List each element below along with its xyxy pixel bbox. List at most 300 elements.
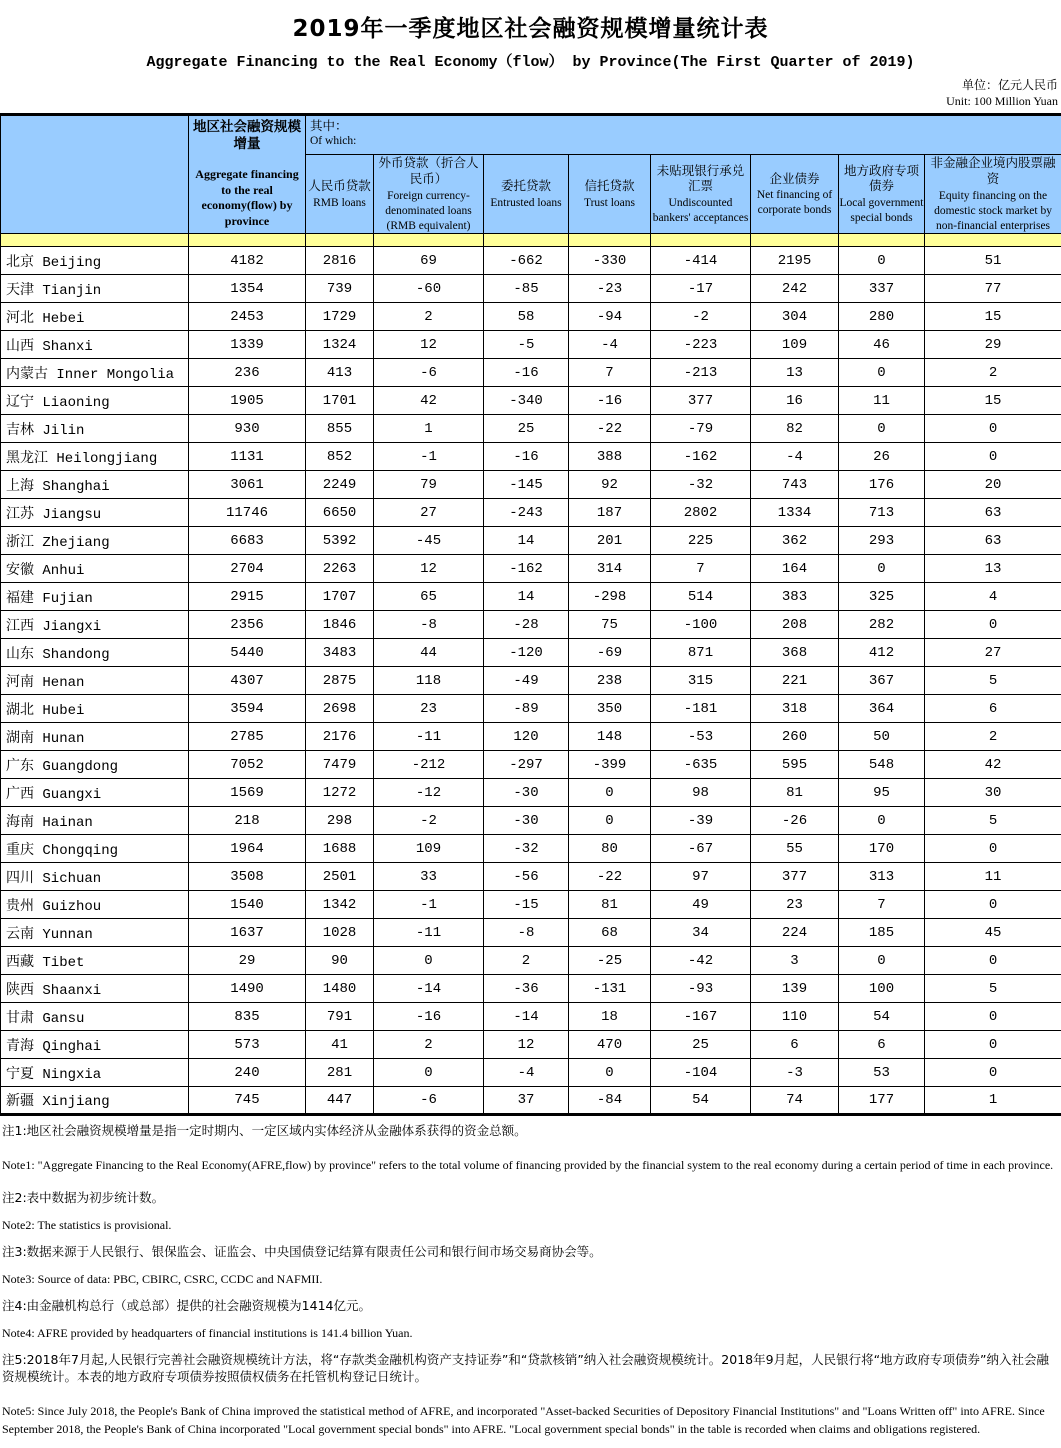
value-cell: 2816 <box>306 247 374 275</box>
value-cell: -4 <box>569 331 651 359</box>
value-cell: -45 <box>374 527 484 555</box>
table-row <box>1 527 1061 555</box>
value-cell: -162 <box>484 555 569 583</box>
value-cell: 368 <box>751 639 839 667</box>
value-cell: 27 <box>925 639 1061 667</box>
table-row <box>1 863 1061 891</box>
value-cell: 176 <box>839 471 925 499</box>
value-cell: 2249 <box>306 471 374 499</box>
value-cell: 68 <box>569 919 651 947</box>
value-cell: 1707 <box>306 583 374 611</box>
value-cell: 3483 <box>306 639 374 667</box>
value-cell: -11 <box>374 919 484 947</box>
table-row <box>1 611 1061 639</box>
column-header-en: Foreign currency-denominated loans (RMB equivalent) <box>374 189 483 234</box>
province-cell: 天津 Tianjin <box>1 275 189 303</box>
value-cell: 20 <box>925 471 1061 499</box>
page-title: 2019年一季度地区社会融资规模增量统计表 <box>0 10 1061 43</box>
value-cell: 1354 <box>189 275 306 303</box>
table-row <box>1 387 1061 415</box>
value-cell: 2195 <box>751 247 839 275</box>
column-header-trust-loans <box>569 155 651 234</box>
separator-band <box>1 234 1061 247</box>
value-cell: 75 <box>569 611 651 639</box>
value-cell: 304 <box>751 303 839 331</box>
value-cell: -6 <box>374 1087 484 1115</box>
province-cell: 陕西 Shaanxi <box>1 975 189 1003</box>
value-cell: -8 <box>484 919 569 947</box>
column-header-equity-financing <box>925 155 1061 234</box>
value-cell: 5 <box>925 975 1061 1003</box>
value-cell: 0 <box>925 947 1061 975</box>
value-cell: 743 <box>751 471 839 499</box>
value-cell: 2698 <box>306 695 374 723</box>
column-header-foreign-currency-loans <box>374 155 484 234</box>
value-cell: -84 <box>569 1087 651 1115</box>
value-cell: 1688 <box>306 835 374 863</box>
value-cell: 2501 <box>306 863 374 891</box>
table-body <box>1 247 1061 1115</box>
value-cell: 1490 <box>189 975 306 1003</box>
value-cell: 7479 <box>306 751 374 779</box>
value-cell: -17 <box>651 275 751 303</box>
table-row <box>1 247 1061 275</box>
value-cell: -32 <box>484 835 569 863</box>
table-row <box>1 1059 1061 1087</box>
value-cell: 5 <box>925 667 1061 695</box>
table-row <box>1 555 1061 583</box>
value-cell: -22 <box>569 415 651 443</box>
value-cell: -14 <box>374 975 484 1003</box>
value-cell: 120 <box>484 723 569 751</box>
value-cell: 118 <box>374 667 484 695</box>
table-row <box>1 471 1061 499</box>
value-cell: 377 <box>651 387 751 415</box>
column-header-cn: 人民币贷款 <box>306 178 373 194</box>
column-header-cn: 信托贷款 <box>569 178 650 194</box>
table-row <box>1 695 1061 723</box>
column-header-cn: 企业债券 <box>751 171 838 187</box>
table-row <box>1 359 1061 387</box>
value-cell: 260 <box>751 723 839 751</box>
value-cell: -298 <box>569 583 651 611</box>
table-row <box>1 751 1061 779</box>
value-cell: -5 <box>484 331 569 359</box>
value-cell: 51 <box>925 247 1061 275</box>
province-cell: 河北 Hebei <box>1 303 189 331</box>
notes-section <box>0 1123 1061 1437</box>
value-cell: -399 <box>569 751 651 779</box>
value-cell: -8 <box>374 611 484 639</box>
value-cell: 1846 <box>306 611 374 639</box>
value-cell: 11 <box>925 863 1061 891</box>
value-cell: 208 <box>751 611 839 639</box>
value-cell: 0 <box>925 1059 1061 1087</box>
value-cell: -85 <box>484 275 569 303</box>
value-cell: 218 <box>189 807 306 835</box>
value-cell: 45 <box>925 919 1061 947</box>
note-3-en: Note3: Source of data: PBC, CBIRC, CSRC, CCDC and NAFMII. <box>2 1270 1059 1288</box>
value-cell: 25 <box>484 415 569 443</box>
column-header-local-gov-special-bonds <box>839 155 925 234</box>
column-header-undiscounted-acceptances <box>651 155 751 234</box>
province-cell: 四川 Sichuan <box>1 863 189 891</box>
province-cell: 青海 Qinghai <box>1 1031 189 1059</box>
unit-label-cn: 单位：亿元人民币 <box>0 77 1058 93</box>
value-cell: 30 <box>925 779 1061 807</box>
value-cell: -212 <box>374 751 484 779</box>
column-header-aggregate <box>189 115 306 234</box>
value-cell: 7 <box>839 891 925 919</box>
value-cell: 50 <box>839 723 925 751</box>
value-cell: 855 <box>306 415 374 443</box>
column-header-cn: 非金融企业境内股票融资 <box>925 155 1061 186</box>
value-cell: -32 <box>651 471 751 499</box>
value-cell: -213 <box>651 359 751 387</box>
value-cell: 27 <box>374 499 484 527</box>
value-cell: 1905 <box>189 387 306 415</box>
value-cell: 25 <box>651 1031 751 1059</box>
value-cell: 92 <box>569 471 651 499</box>
value-cell: -67 <box>651 835 751 863</box>
value-cell: 1272 <box>306 779 374 807</box>
value-cell: 0 <box>925 1003 1061 1031</box>
value-cell: 41 <box>306 1031 374 1059</box>
value-cell: -120 <box>484 639 569 667</box>
value-cell: 0 <box>374 947 484 975</box>
value-cell: 1637 <box>189 919 306 947</box>
province-cell: 福建 Fujian <box>1 583 189 611</box>
value-cell: 4 <box>925 583 1061 611</box>
value-cell: 2356 <box>189 611 306 639</box>
value-cell: 23 <box>751 891 839 919</box>
value-cell: 1964 <box>189 835 306 863</box>
column-header-en: RMB loans <box>306 196 373 211</box>
note-5-cn: 注5:2018年7月起,人民银行完善社会融资规模统计方法，将“存款类金融机构资产支持证券”和“贷款核销”纳入社会融资规模统计。2018年9月起，人民银行将“地方政府专项债券”纳入社会融资规模统计。本表的地方政府专项债券按照债权债务在托管机构登记日统计。 <box>2 1352 1059 1386</box>
value-cell: 110 <box>751 1003 839 1031</box>
value-cell: 2 <box>484 947 569 975</box>
table-row <box>1 443 1061 471</box>
province-cell: 黑龙江 Heilongjiang <box>1 443 189 471</box>
value-cell: 1540 <box>189 891 306 919</box>
value-cell: 313 <box>839 863 925 891</box>
province-cell: 河南 Henan <box>1 667 189 695</box>
value-cell: -330 <box>569 247 651 275</box>
value-cell: -56 <box>484 863 569 891</box>
value-cell: -30 <box>484 779 569 807</box>
value-cell: 201 <box>569 527 651 555</box>
value-cell: -53 <box>651 723 751 751</box>
province-cell: 重庆 Chongqing <box>1 835 189 863</box>
value-cell: 139 <box>751 975 839 1003</box>
value-cell: -223 <box>651 331 751 359</box>
value-cell: -16 <box>484 443 569 471</box>
column-header-en: Entrusted loans <box>484 196 568 211</box>
value-cell: 5440 <box>189 639 306 667</box>
province-cell: 湖北 Hubei <box>1 695 189 723</box>
value-cell: 318 <box>751 695 839 723</box>
value-cell: 224 <box>751 919 839 947</box>
value-cell: 44 <box>374 639 484 667</box>
province-cell: 安徽 Anhui <box>1 555 189 583</box>
value-cell: 81 <box>751 779 839 807</box>
value-cell: 2704 <box>189 555 306 583</box>
value-cell: 148 <box>569 723 651 751</box>
value-cell: 4182 <box>189 247 306 275</box>
value-cell: 2785 <box>189 723 306 751</box>
table-row <box>1 891 1061 919</box>
value-cell: -635 <box>651 751 751 779</box>
value-cell: -181 <box>651 695 751 723</box>
value-cell: 221 <box>751 667 839 695</box>
table-row <box>1 919 1061 947</box>
value-cell: -16 <box>484 359 569 387</box>
table-row <box>1 779 1061 807</box>
corner-cell <box>1 115 189 234</box>
value-cell: 791 <box>306 1003 374 1031</box>
value-cell: 930 <box>189 415 306 443</box>
value-cell: 0 <box>925 1031 1061 1059</box>
value-cell: 0 <box>925 611 1061 639</box>
value-cell: 58 <box>484 303 569 331</box>
table-row <box>1 667 1061 695</box>
value-cell: -39 <box>651 807 751 835</box>
value-cell: -60 <box>374 275 484 303</box>
column-header-entrusted-loans <box>484 155 569 234</box>
value-cell: -25 <box>569 947 651 975</box>
value-cell: 42 <box>374 387 484 415</box>
unit-block <box>0 77 1061 109</box>
value-cell: 1334 <box>751 499 839 527</box>
column-header-cn: 未贴现银行承兑汇票 <box>651 163 750 194</box>
table-row <box>1 499 1061 527</box>
value-cell: 0 <box>839 359 925 387</box>
value-cell: 109 <box>751 331 839 359</box>
value-cell: 185 <box>839 919 925 947</box>
province-cell: 宁夏 Ningxia <box>1 1059 189 1087</box>
of-which-en: Of which: <box>310 134 1061 149</box>
table-row <box>1 1003 1061 1031</box>
value-cell: 2 <box>374 1031 484 1059</box>
value-cell: -79 <box>651 415 751 443</box>
province-cell: 贵州 Guizhou <box>1 891 189 919</box>
value-cell: 12 <box>374 555 484 583</box>
value-cell: -3 <box>751 1059 839 1087</box>
value-cell: 1 <box>925 1087 1061 1115</box>
value-cell: 0 <box>569 807 651 835</box>
province-cell: 广东 Guangdong <box>1 751 189 779</box>
value-cell: -14 <box>484 1003 569 1031</box>
value-cell: 0 <box>839 555 925 583</box>
value-cell: 573 <box>189 1031 306 1059</box>
province-cell: 甘肃 Gansu <box>1 1003 189 1031</box>
value-cell: -16 <box>569 387 651 415</box>
afre-table <box>0 113 1061 1116</box>
value-cell: 33 <box>374 863 484 891</box>
value-cell: -167 <box>651 1003 751 1031</box>
value-cell: 2875 <box>306 667 374 695</box>
province-cell: 广西 Guangxi <box>1 779 189 807</box>
value-cell: 1569 <box>189 779 306 807</box>
note-1-en: Note1: "Aggregate Financing to the Real Economy(AFRE,flow) by province" refers to the total volume of financing provided by the financial system to the real economy during a certain period of time in each province. <box>2 1156 1059 1174</box>
value-cell: 74 <box>751 1087 839 1115</box>
column-header-en: Trust loans <box>569 196 650 211</box>
value-cell: 3594 <box>189 695 306 723</box>
value-cell: 90 <box>306 947 374 975</box>
value-cell: 1342 <box>306 891 374 919</box>
value-cell: -145 <box>484 471 569 499</box>
value-cell: 388 <box>569 443 651 471</box>
value-cell: 0 <box>839 247 925 275</box>
value-cell: 46 <box>839 331 925 359</box>
value-cell: 835 <box>189 1003 306 1031</box>
value-cell: 15 <box>925 303 1061 331</box>
province-cell: 江西 Jiangxi <box>1 611 189 639</box>
value-cell: -297 <box>484 751 569 779</box>
value-cell: 16 <box>751 387 839 415</box>
value-cell: 413 <box>306 359 374 387</box>
value-cell: 7 <box>651 555 751 583</box>
column-header-en: Equity financing on the domestic stock market by non-financial enterprises <box>925 189 1061 234</box>
value-cell: 6650 <box>306 499 374 527</box>
value-cell: 238 <box>569 667 651 695</box>
value-cell: 11746 <box>189 499 306 527</box>
value-cell: 0 <box>569 1059 651 1087</box>
value-cell: 1028 <box>306 919 374 947</box>
value-cell: 81 <box>569 891 651 919</box>
value-cell: 14 <box>484 583 569 611</box>
value-cell: 6 <box>925 695 1061 723</box>
value-cell: 95 <box>839 779 925 807</box>
value-cell: 280 <box>839 303 925 331</box>
table-row <box>1 1031 1061 1059</box>
province-cell: 西藏 Tibet <box>1 947 189 975</box>
value-cell: 367 <box>839 667 925 695</box>
value-cell: 4307 <box>189 667 306 695</box>
value-cell: 187 <box>569 499 651 527</box>
value-cell: 6 <box>751 1031 839 1059</box>
value-cell: 69 <box>374 247 484 275</box>
value-cell: 1 <box>374 415 484 443</box>
value-cell: -49 <box>484 667 569 695</box>
value-cell: 13 <box>925 555 1061 583</box>
value-cell: -89 <box>484 695 569 723</box>
value-cell: 0 <box>925 415 1061 443</box>
value-cell: 2802 <box>651 499 751 527</box>
value-cell: -100 <box>651 611 751 639</box>
note-3-cn: 注3:数据来源于人民银行、银保监会、证监会、中央国债登记结算有限责任公司和银行间市场交易商协会等。 <box>2 1244 1059 1261</box>
value-cell: 29 <box>189 947 306 975</box>
value-cell: 26 <box>839 443 925 471</box>
table-row <box>1 723 1061 751</box>
value-cell: 377 <box>751 863 839 891</box>
value-cell: 63 <box>925 527 1061 555</box>
value-cell: 54 <box>839 1003 925 1031</box>
value-cell: -131 <box>569 975 651 1003</box>
column-header-cn: 地方政府专项债券 <box>839 163 924 194</box>
province-cell: 新疆 Xinjiang <box>1 1087 189 1115</box>
table-row <box>1 835 1061 863</box>
value-cell: 3061 <box>189 471 306 499</box>
value-cell: -4 <box>751 443 839 471</box>
value-cell: 242 <box>751 275 839 303</box>
value-cell: 18 <box>569 1003 651 1031</box>
of-which-cn: 其中： <box>310 118 1061 134</box>
value-cell: 23 <box>374 695 484 723</box>
page-subtitle: Aggregate Financing to the Real Economy（flow） by Province(The First Quarter of 2019) <box>0 50 1061 71</box>
value-cell: 337 <box>839 275 925 303</box>
value-cell: 236 <box>189 359 306 387</box>
value-cell: -28 <box>484 611 569 639</box>
table-row <box>1 415 1061 443</box>
value-cell: 6683 <box>189 527 306 555</box>
value-cell: 0 <box>925 443 1061 471</box>
value-cell: 281 <box>306 1059 374 1087</box>
value-cell: -30 <box>484 807 569 835</box>
value-cell: 0 <box>839 807 925 835</box>
value-cell: 29 <box>925 331 1061 359</box>
value-cell: -243 <box>484 499 569 527</box>
province-cell: 上海 Shanghai <box>1 471 189 499</box>
value-cell: -1 <box>374 891 484 919</box>
value-cell: -69 <box>569 639 651 667</box>
table-row <box>1 975 1061 1003</box>
value-cell: 1701 <box>306 387 374 415</box>
value-cell: 54 <box>651 1087 751 1115</box>
value-cell: 595 <box>751 751 839 779</box>
value-cell: 109 <box>374 835 484 863</box>
value-cell: -93 <box>651 975 751 1003</box>
note-4-cn: 注4:由金融机构总行（或总部）提供的社会融资规模为1414亿元。 <box>2 1298 1059 1315</box>
value-cell: 2 <box>925 359 1061 387</box>
value-cell: 282 <box>839 611 925 639</box>
value-cell: 100 <box>839 975 925 1003</box>
province-cell: 内蒙古 Inner Mongolia <box>1 359 189 387</box>
note-5-en: Note5: Since July 2018, the People's Bank of China improved the statistical method of AFRE, and incorporated "Asset-backed Securities of Depository Financial Institutions" and "Loans Written off" into AFRE. Since September 2018, the People's Bank of China incorporated "Local government special bonds" into AFRE. "Local government special bonds" in the table is recorded when claims and obligations registered. <box>2 1402 1059 1438</box>
value-cell: 97 <box>651 863 751 891</box>
value-cell: 0 <box>839 415 925 443</box>
value-cell: -104 <box>651 1059 751 1087</box>
value-cell: 293 <box>839 527 925 555</box>
column-header-cn: 外币贷款（折合人民币） <box>374 155 483 186</box>
value-cell: 2263 <box>306 555 374 583</box>
value-cell: -2 <box>374 807 484 835</box>
value-cell: -6 <box>374 359 484 387</box>
value-cell: 1324 <box>306 331 374 359</box>
note-2-en: Note2: The statistics is provisional. <box>2 1216 1059 1234</box>
value-cell: 871 <box>651 639 751 667</box>
value-cell: 713 <box>839 499 925 527</box>
value-cell: 11 <box>839 387 925 415</box>
value-cell: 2 <box>925 723 1061 751</box>
table-row <box>1 303 1061 331</box>
value-cell: 383 <box>751 583 839 611</box>
value-cell: 42 <box>925 751 1061 779</box>
value-cell: 65 <box>374 583 484 611</box>
value-cell: 63 <box>925 499 1061 527</box>
value-cell: 412 <box>839 639 925 667</box>
table-row <box>1 807 1061 835</box>
value-cell: -23 <box>569 275 651 303</box>
value-cell: -22 <box>569 863 651 891</box>
column-header-cn: 委托贷款 <box>484 178 568 194</box>
value-cell: 2176 <box>306 723 374 751</box>
value-cell: 2915 <box>189 583 306 611</box>
value-cell: 3 <box>751 947 839 975</box>
value-cell: -340 <box>484 387 569 415</box>
province-cell: 江苏 Jiangsu <box>1 499 189 527</box>
value-cell: 79 <box>374 471 484 499</box>
